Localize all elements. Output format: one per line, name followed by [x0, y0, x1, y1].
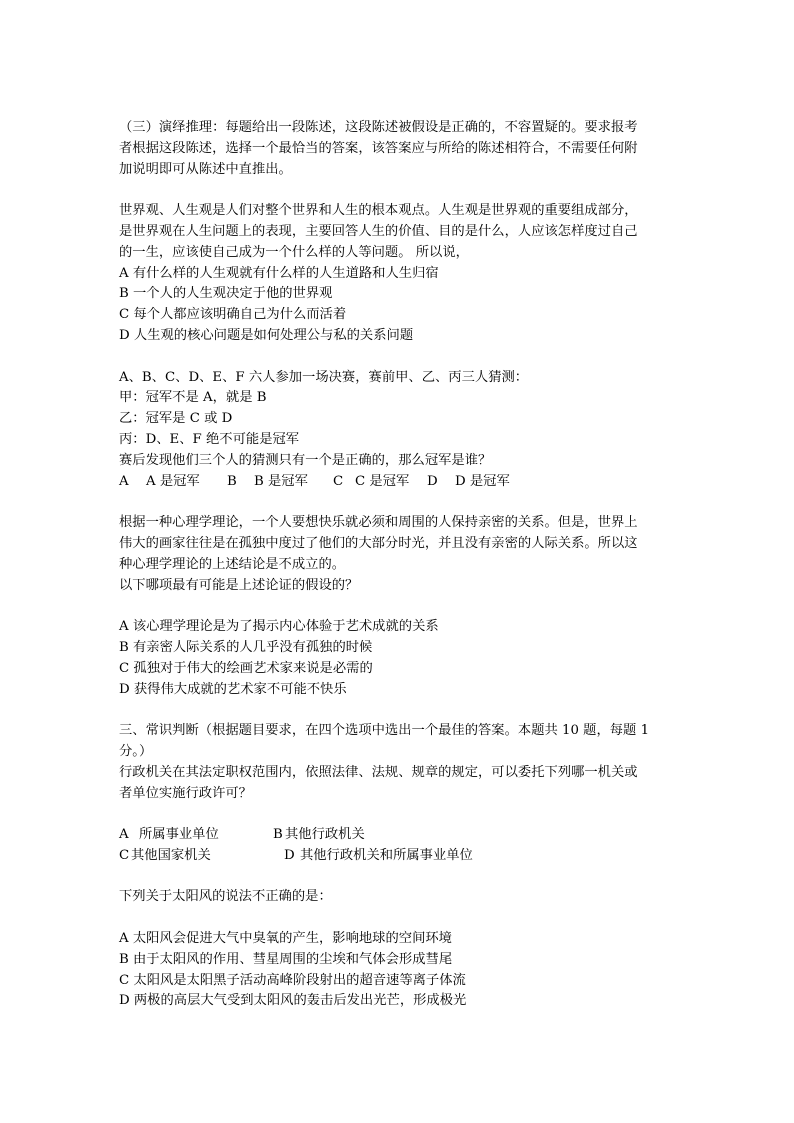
spacer	[119, 492, 679, 513]
question-stem-line: 乙：冠军是 C 或 D	[119, 411, 233, 427]
option-text-c: C 是冠军	[355, 473, 410, 489]
option-letter-c: C	[119, 847, 130, 863]
option-b: B 由于太阳风的作用、彗星周围的尘埃和气体会形成彗尾	[119, 951, 453, 967]
question-stem-line: 甲：冠军不是 A，就是 B	[119, 390, 267, 406]
section-heading-common-knowledge	[119, 721, 679, 763]
option-a: A 有什么样的人生观就有什么样的人生道路和人生归宿	[119, 265, 439, 281]
spacer	[119, 180, 679, 201]
document-page	[119, 118, 679, 1012]
question-stem-line: 世界观、人生观是人们对整个世界和人生的根本观点。人生观是世界观的重要组成部分，	[119, 203, 638, 219]
option-a: A 该心理学理论是为了揭示内心体验于艺术成就的关系	[119, 619, 439, 635]
question-administrative-license	[119, 763, 679, 867]
option-text-b: B 是冠军	[254, 473, 308, 489]
spacer	[119, 804, 679, 825]
intro-line: 者根据这段陈述，选择一个最恰当的答案，该答案应与所给的陈述相符合，不需要任何附	[119, 140, 638, 156]
spacer	[119, 347, 679, 368]
question-stem-line: 伟大的画家往往是在孤独中度过了他们的大部分时光，并且没有亲密的人际关系。所以这	[119, 535, 638, 551]
question-stem-line: 丙：D、E、F 绝不可能是冠军	[119, 431, 300, 447]
option-text-c: 其他国家机关	[131, 847, 211, 863]
question-stem: 下列关于太阳风的说法不正确的是：	[119, 889, 332, 905]
option-text-b: 其他行政机关	[285, 827, 365, 843]
option-letter-d: D	[427, 473, 438, 489]
question-stem-line: 者单位实施行政许可？	[119, 785, 252, 801]
section-heading-line: 三、常识判断（根据题目要求，在四个选项中选出一个最佳的答案。本题共 10 题，每题 1	[119, 723, 650, 739]
option-letter-a: A	[119, 473, 129, 489]
spacer	[119, 596, 679, 617]
option-c: C 每个人都应该明确自己为什么而活着	[119, 307, 347, 323]
option-b: B 一个人的人生观决定于他的世界观	[119, 286, 333, 302]
question-stem-line: 赛后发现他们三个人的猜测只有一个是正确的，那么冠军是谁？	[119, 452, 492, 468]
question-stem-line: A、B、C、D、E、F 六人参加一场决赛，赛前甲、乙、丙三人猜测：	[119, 369, 529, 385]
option-text-a: A 是冠军	[146, 473, 200, 489]
spacer	[119, 700, 679, 721]
option-letter-d: D	[284, 847, 295, 863]
spacer	[119, 908, 679, 929]
question-psychology	[119, 513, 679, 700]
question-stem-line: 是世界观在人生问题上的表现，主要回答人生的价值、目的是什么，人应该怎样度过自己	[119, 223, 638, 239]
option-letter-b: B	[273, 827, 283, 843]
options-row	[119, 472, 679, 493]
section-heading-line: 分。）	[119, 743, 153, 759]
question-stem-line: 种心理学理论的上述结论是不成立的。	[119, 556, 346, 572]
option-letter-b: B	[227, 473, 237, 489]
option-letter-c: C	[333, 473, 344, 489]
intro-line: （三）演绎推理：每题给出一段陈述，这段陈述被假设是正确的，不容置疑的。要求报考	[119, 120, 638, 135]
question-stem-line: 行政机关在其法定职权范围内，依照法律、法规、规章的规定，可以委托下列哪一机关或	[119, 764, 638, 780]
option-d: D 获得伟大成就的艺术家不可能不快乐	[119, 681, 347, 697]
option-b: B 有亲密人际关系的人几乎没有孤独的时候	[119, 639, 373, 655]
question-stem-line: 根据一种心理学理论，一个人要想快乐就必须和周围的人保持亲密的关系。但是，世界上	[119, 515, 638, 531]
option-text-d: 其他行政机关和所属事业单位	[300, 847, 473, 863]
spacer	[119, 867, 679, 888]
options-row	[119, 846, 679, 867]
option-a: A 太阳风会促进大气中臭氧的产生，影响地球的空间环境	[119, 931, 452, 947]
question-worldview	[119, 201, 679, 347]
question-solar-wind	[119, 887, 679, 1012]
option-text-a: 所属事业单位	[139, 827, 219, 843]
options-row	[119, 825, 679, 846]
option-text-d: D 是冠军	[455, 473, 510, 489]
question-stem-line: 以下哪项最有可能是上述论证的假设的？	[119, 577, 359, 593]
option-letter-a: A	[119, 827, 129, 843]
section-intro-deductive	[119, 118, 679, 180]
question-champion	[119, 368, 679, 493]
option-d: D 人生观的核心问题是如何处理公与私的关系问题	[119, 327, 414, 343]
option-c: C 孤独对于伟大的绘画艺术家来说是必需的	[119, 660, 373, 676]
option-d: D 两极的高层大气受到太阳风的轰击后发出光芒，形成极光	[119, 993, 467, 1009]
option-c: C 太阳风是太阳黑子活动高峰阶段射出的超音速等离子体流	[119, 972, 466, 988]
intro-line: 加说明即可从陈述中直推出。	[119, 161, 292, 177]
question-stem-line: 的一生，应该使自己成为一个什么样的人等问题。 所以说，	[119, 244, 469, 260]
